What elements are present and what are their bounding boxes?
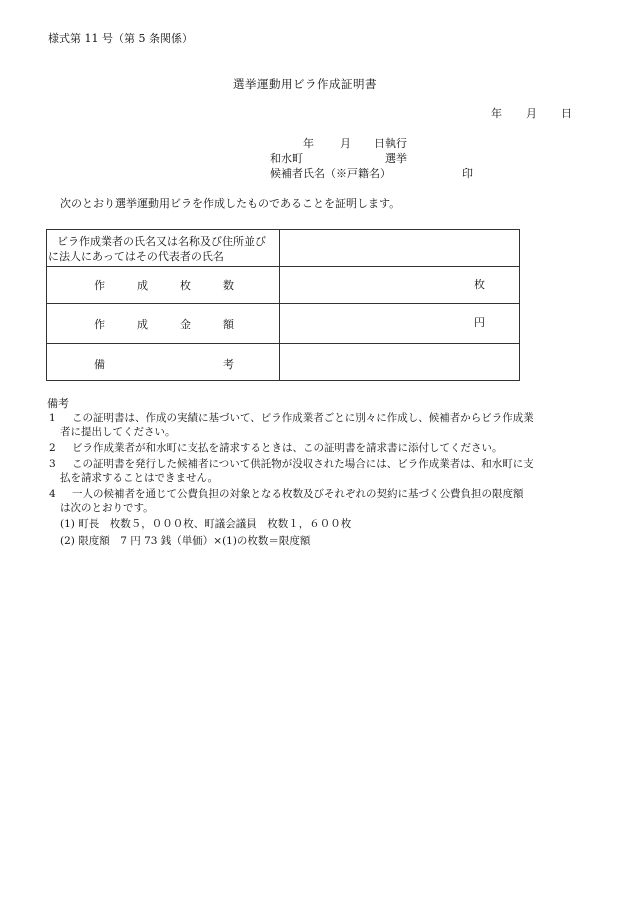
note-4-line1: 一人の候補者を通じて公費負担の対象となる枚数及びそれぞれの契約に基づく公費負担の限度額: [72, 488, 524, 500]
note-2-line1: ビラ作成業者が和水町に支払を請求するときは、この証明書を請求書に添付してください。: [72, 442, 503, 454]
contractor-label-cell: [47, 230, 280, 266]
candidate-name-label: 候補者氏名（※戸籍名）: [270, 167, 391, 180]
amount-unit: 円: [474, 316, 485, 329]
note-2-number: 2: [49, 442, 56, 454]
issue-year-label: 年: [491, 107, 502, 120]
issue-month-label: 月: [526, 107, 537, 120]
form-number: 様式第 11 号（第 5 条関係）: [48, 32, 193, 45]
count-label-char2: 成: [137, 279, 148, 292]
note-4-sub-2: (2) 限度額 7 円 73 銭（単価）×(1)の枚数＝限度額: [60, 535, 311, 547]
note-3-number: 3: [49, 458, 56, 470]
certificate-table: [46, 229, 520, 381]
count-label-char1: 作: [94, 279, 105, 292]
certification-statement: 次のとおり選挙運動用ビラを作成したものであることを証明します。: [60, 197, 401, 210]
contractor-label-line1: ビラ作成業者の氏名又は名称及び住所並び: [57, 235, 266, 248]
amount-label-char4: 額: [223, 318, 234, 331]
amount-label-cell: [47, 304, 280, 343]
town-name: 和水町: [270, 152, 303, 165]
contractor-label-line2: に法人にあってはその代表者の氏名: [48, 250, 224, 263]
count-unit: 枚: [474, 278, 485, 291]
election-year-label: 年: [303, 137, 314, 150]
amount-label-char3: 金: [180, 318, 191, 331]
note-4-number: 4: [49, 488, 56, 500]
note-1-line1: この証明書は、作成の実績に基づいて、ビラ作成業者ごとに別々に作成し、候補者からビラ作成業: [72, 412, 534, 424]
note-4-sub-1: (1) 町長 枚数５，０００枚、町議会議員 枚数１，６００枚: [60, 518, 352, 530]
amount-label-char1: 作: [94, 318, 105, 331]
note-1-number: 1: [49, 412, 56, 424]
remarks-label-cell: [47, 344, 280, 380]
election-held-label: 日執行: [374, 137, 407, 150]
seal-mark: 印: [462, 167, 473, 180]
table-row-contractor: [47, 230, 519, 267]
count-label-char4: 数: [223, 279, 234, 292]
election-month-label: 月: [340, 137, 351, 150]
notes-heading: 備考: [47, 397, 69, 410]
count-label-cell: [47, 267, 280, 303]
issue-day-label: 日: [561, 107, 572, 120]
note-4-line2: は次のとおりです。: [60, 502, 154, 514]
note-1-line2: 者に提出してください。: [60, 426, 176, 438]
election-suffix: 選挙: [385, 152, 407, 165]
table-row-count: [47, 267, 519, 304]
remarks-label-char2: 考: [223, 358, 234, 371]
remarks-label-char1: 備: [94, 358, 105, 371]
amount-label-char2: 成: [137, 318, 148, 331]
count-label-char3: 枚: [180, 279, 191, 292]
page-title: 選挙運動用ビラ作成証明書: [233, 77, 377, 91]
note-3-line1: この証明書を発行した候補者について供託物が没収された場合には、ビラ作成業者は、和水町に支: [72, 458, 534, 470]
note-3-line2: 払を請求することはできません。: [60, 472, 219, 484]
table-row-amount: [47, 304, 519, 344]
table-row-remarks: [47, 344, 519, 380]
